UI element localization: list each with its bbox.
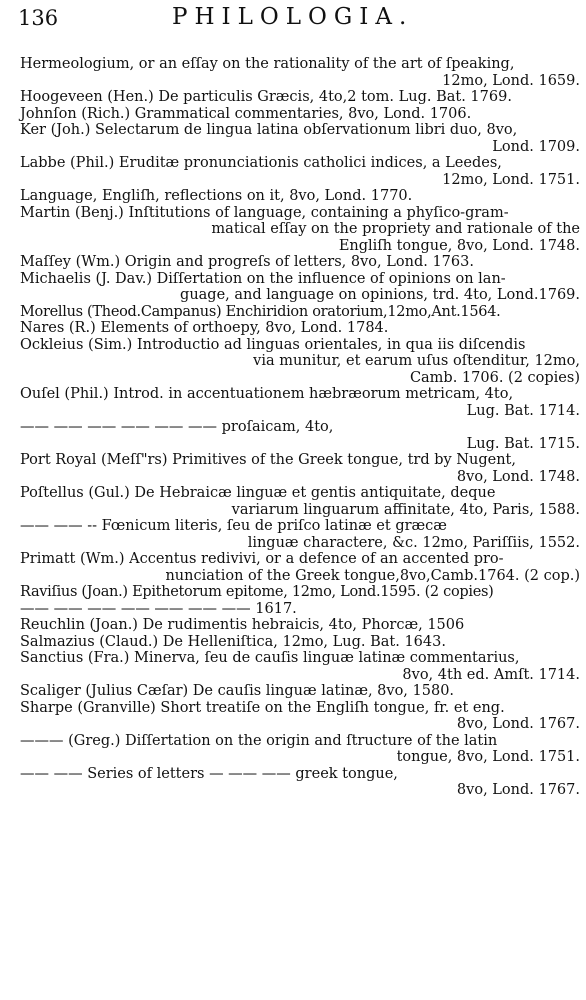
bibliography-entry: Scaliger (Julius Cæſar) De cauſis linguæ latinæ, 8vo, 1580. <box>20 683 455 699</box>
bibliography-entry: —— —— -- Fœnicum literis, ſeu de priſco latinæ et græcæ linguæ charactere, &c. 12mo, Pariſſiis, 1552. <box>20 518 580 551</box>
bibliography-entry: Michaelis (J. Dav.) Diſſertation on the influence of opinions on lan- guage, and language on opinions, trd. 4to, Lond.1769. <box>20 270 580 303</box>
bibliography-entry: Port Royal (Meſſ"rs) Primitives of the Greek tongue, trd by Nugent, 8vo, Lond. 1748. <box>20 452 580 485</box>
bibliography-entry: Ker (Joh.) Selectarum de lingua latina obſervationum libri duo, 8vo, Lond. 1709. <box>20 122 580 155</box>
bibliography-entry: Primatt (Wm.) Accentus redivivi, or a defence of an accented pro- nunciation of the Greek tongue,8vo,Camb.1764. (2 cop.) <box>20 551 580 584</box>
bibliography-entry: Maſſey (Wm.) Origin and progreſs of letters, 8vo, Lond. 1763. <box>20 254 474 270</box>
bibliography-entry: Hermeologium, or an eſſay on the rationality of the art of ſpeaking, 12mo, Lond. 1659. <box>20 56 580 89</box>
bibliography-entry: Sanctius (Fra.) Minerva, ſeu de cauſis linguæ latinæ commentarius, 8vo, 4th ed. Amſt. 1714. <box>20 650 580 683</box>
running-head: PHILOLOGIA. <box>172 4 414 30</box>
bibliography-entry: Poſtellus (Gul.) De Hebraicæ linguæ et gentis antiquitate, deque variarum linguarum affinitate, 4to, Paris, 1588. <box>20 485 580 518</box>
bibliography-entry: Sharpe (Granville) Short treatiſe on the Engliſh tongue, fr. et eng. 8vo, Lond. 1767. <box>20 699 580 732</box>
bibliography-entry: Johnſon (Rich.) Grammatical commentaries, 8vo, Lond. 1706. <box>20 105 472 122</box>
bibliography-entry: Morellus (Theod.Campanus) Enchiridion oratorium,12mo,Ant.1564. <box>20 303 501 320</box>
page-header <box>14 4 574 32</box>
bibliography-entry: Language, Engliſh, reflections on it, 8vo, Lond. 1770. <box>20 188 413 204</box>
bibliography-entry: ——— (Greg.) Diſſertation on the origin and ſtructure of the latin tongue, 8vo, Lond. 1751. <box>20 732 580 765</box>
bibliography-entry: Nares (R.) Elements of orthoepy, 8vo, Lond. 1784. <box>20 320 389 336</box>
bibliography-entry: Salmazius (Claud.) De Helleniſtica, 12mo, Lug. Bat. 1643. <box>20 633 446 650</box>
bibliography-entry: Ockleius (Sim.) Introductio ad linguas orientales, in qua iis diſcendis via munitur, et earum uſus oſtenditur, 12mo, Camb. 1706. (2 copies) <box>20 336 580 386</box>
bibliography-list <box>20 56 580 799</box>
bibliography-entry: —— —— Series of letters — —— —— greek tongue, 8vo, Lond. 1767. <box>20 765 580 798</box>
bibliography-entry: Labbe (Phil.) Eruditæ pronunciationis catholici indices, a Leedes, 12mo, Lond. 1751. <box>20 155 580 188</box>
bibliography-entry: Raviſius (Joan.) Epithetorum epitome, 12mo, Lond.1595. (2 copies) <box>20 584 494 600</box>
page-number: 136 <box>18 6 59 30</box>
bibliography-entry: Hoogeveen (Hen.) De particulis Græcis, 4to,2 tom. Lug. Bat. 1769. <box>20 89 512 105</box>
bibliography-entry: Reuchlin (Joan.) De rudimentis hebraicis, 4to, Phorcæ, 1506 <box>20 617 465 633</box>
bibliography-entry: —— —— —— —— —— —— proſaicam, 4to, Lug. Bat. 1715. <box>20 419 580 452</box>
bibliography-entry: —— —— —— —— —— —— —— 1617. <box>20 600 297 617</box>
bibliography-entry: Ouſel (Phil.) Introd. in accentuationem hæbræorum metricam, 4to, Lug. Bat. 1714. <box>20 386 580 419</box>
bibliography-entry: Martin (Benj.) Inſtitutions of language, containing a phyſico-gram- matical eſſay on the propriety and rationale of the Engliſh tongue, 8vo, Lond. 1748. <box>20 204 580 254</box>
